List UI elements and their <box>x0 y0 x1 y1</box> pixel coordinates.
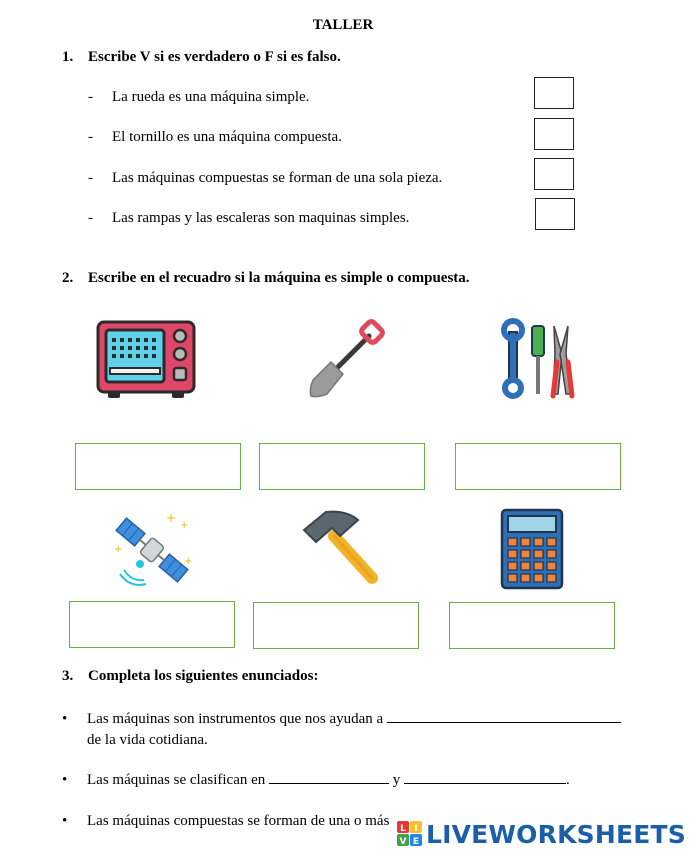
answer-box-1[interactable] <box>534 77 574 109</box>
dash: - <box>88 89 93 105</box>
svg-text:V: V <box>399 837 407 847</box>
dash: - <box>88 210 93 226</box>
liveworksheets-logo[interactable] <box>397 820 686 848</box>
dash: - <box>88 170 93 186</box>
statement-text: Las máquinas compuestas se forman de una sola pieza. <box>112 170 443 186</box>
svg-text:+: + <box>184 556 193 567</box>
question-number: 1. <box>62 49 74 65</box>
answer-box-calculator[interactable] <box>449 602 615 649</box>
answer-box-hammer[interactable] <box>253 602 419 649</box>
answer-box-shovel[interactable] <box>259 443 425 490</box>
microwave-image <box>96 318 186 408</box>
sentence-text: Las máquinas se clasifican en <box>87 772 266 788</box>
statement-text: El tornillo es una máquina compuesta. <box>112 129 342 145</box>
satellite-image <box>110 508 200 598</box>
blank-line[interactable] <box>269 769 389 784</box>
tools-image <box>498 318 588 408</box>
statement-4 <box>88 210 409 227</box>
answer-box-satellite[interactable] <box>69 601 235 648</box>
sentence-text: y <box>392 772 401 788</box>
statement-text: Las rampas y las escaleras son maquinas simples. <box>112 210 410 226</box>
bullet: • <box>62 772 68 788</box>
statement-2 <box>88 129 342 146</box>
svg-text:L: L <box>400 824 406 834</box>
answer-box-4[interactable] <box>535 198 575 230</box>
question-text: Escribe en el recuadro si la máquina es simple o compuesta. <box>88 270 470 286</box>
sentence-1 <box>62 708 662 751</box>
question-number: 2. <box>62 270 74 286</box>
shovel-image <box>301 318 391 408</box>
sentence-text: Las máquinas son instrumentos que nos ayudan a <box>87 711 384 727</box>
bullet: • <box>62 813 68 829</box>
question-number: 3. <box>62 668 74 684</box>
answer-box-tools[interactable] <box>455 443 621 490</box>
statement-3 <box>88 170 442 187</box>
dash: - <box>88 129 93 145</box>
logo-text: LIVEWORKSHEETS <box>425 819 686 849</box>
question-2-heading <box>62 270 470 287</box>
sentence-2 <box>62 769 662 791</box>
question-text: Escribe V si es verdadero o F si es falso. <box>88 49 341 65</box>
svg-text:+: + <box>114 544 123 555</box>
answer-box-3[interactable] <box>534 158 574 190</box>
svg-text:+: + <box>166 511 177 525</box>
answer-box-2[interactable] <box>534 118 574 150</box>
page-title: TALLER <box>312 17 374 33</box>
calculator-image <box>500 508 590 598</box>
svg-text:+: + <box>180 520 189 531</box>
bullet: • <box>62 711 68 727</box>
blank-line[interactable] <box>404 769 566 784</box>
question-3-heading <box>62 668 318 685</box>
sentence-text: de la vida cotidiana. <box>87 732 208 748</box>
logo-icon <box>397 821 423 847</box>
hammer-image <box>296 506 386 596</box>
blank-line[interactable] <box>387 708 621 723</box>
svg-text:I: I <box>414 824 418 834</box>
answer-box-microwave[interactable] <box>75 443 241 490</box>
statement-text: La rueda es una máquina simple. <box>112 89 310 105</box>
sentence-text: Las máquinas compuestas se forman de una o más <box>87 813 390 829</box>
svg-text:E: E <box>412 837 420 847</box>
question-1-heading <box>62 49 341 66</box>
statement-1 <box>88 89 309 106</box>
sentence-text: . <box>566 772 570 788</box>
question-text: Completa los siguientes enunciados: <box>88 668 319 684</box>
